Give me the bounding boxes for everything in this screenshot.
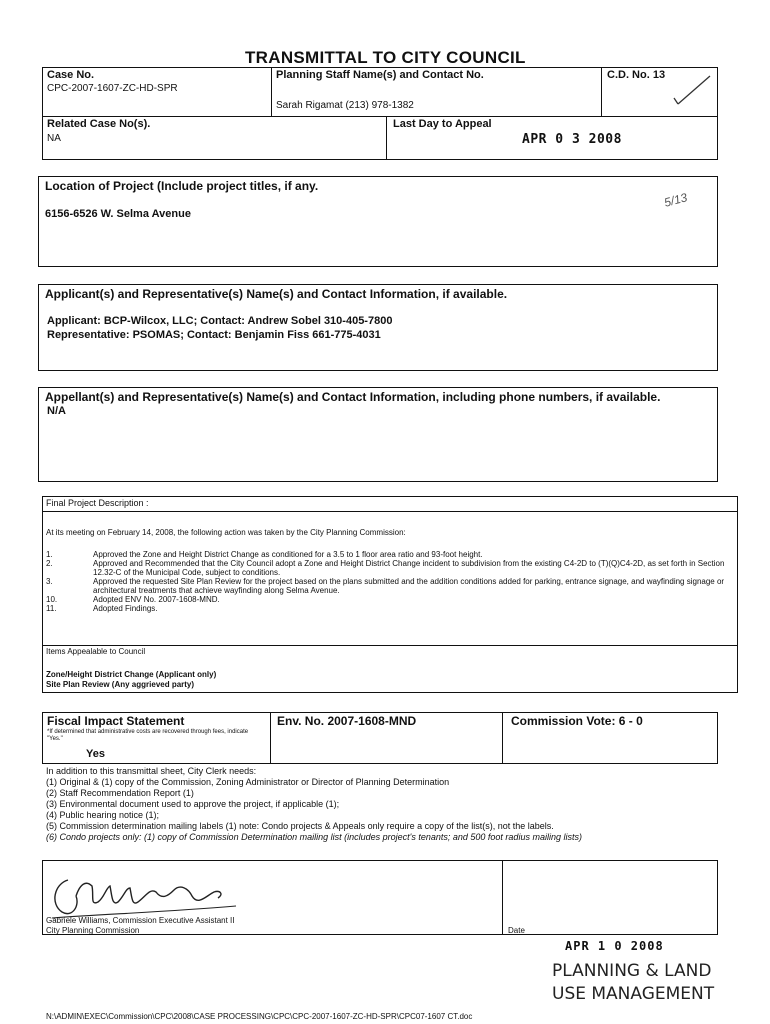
appealable-label: Items Appealable to Council (46, 647, 146, 656)
staff-label: Planning Staff Name(s) and Contact No. (276, 69, 484, 81)
clerk-needs (46, 766, 582, 843)
env-no: Env. No. 2007-1608-MND (277, 714, 417, 728)
received-stamp-line1: PLANNING & LAND (552, 961, 712, 981)
action-item: 2. Approved and Recommended that the City Council adopt a Zone and Height District Change incident to subdivision from the existing C4-2D to (T)(Q)C4-2D, as set forth in Section 12.32-C of the Municipal Code, subject to conditions. (46, 559, 725, 577)
clerk-item: (4) Public hearing notice (1); (46, 810, 160, 820)
appealable-item: Site Plan Review (Any aggrieved party) (46, 680, 195, 689)
commission-vote: Commission Vote: 6 - 0 (511, 714, 643, 728)
location-value: 6156-6526 W. Selma Avenue (45, 208, 191, 220)
clerk-item: (5) Commission determination mailing labels (1) note: Condo projects & Appeals only require a copy of the list(s), not the labels. (46, 821, 554, 831)
date-label: Date (508, 926, 525, 935)
fiscal-label: Fiscal Impact Statement (47, 714, 185, 728)
action-item: 1. Approved the Zone and Height District Change as conditioned for a 3.5 to 1 floor area ratio and 93-foot height. (46, 550, 483, 559)
appeal-label: Last Day to Appeal (393, 118, 492, 130)
location-label: Location of Project (Include project titles, if any. (45, 179, 319, 193)
fiscal-note: *If determined that administrative costs are recovered through fees, indicate "Yes." (47, 729, 249, 742)
action-item: 11. Adopted Findings. (46, 604, 158, 613)
applicant-line: Applicant: BCP-Wilcox, LLC; Contact: Andrew Sobel 310-405-7800 (47, 315, 393, 327)
fiscal-value: Yes (86, 748, 105, 760)
action-item: 10. Adopted ENV No. 2007-1608-MND. (46, 595, 220, 604)
related-value: NA (47, 133, 61, 144)
case-no-label: Case No. (47, 69, 95, 81)
clerk-intro: In addition to this transmittal sheet, City Clerk needs: (46, 766, 257, 776)
staff-value: Sarah Rigamat (213) 978-1382 (276, 100, 414, 111)
signature-image (46, 866, 246, 922)
related-label: Related Case No(s). (47, 118, 151, 130)
case-no-value: CPC-2007-1607-ZC-HD-SPR (47, 83, 178, 94)
appealable-item: Zone/Height District Change (Applicant only) (46, 670, 217, 679)
footer-file-path: N:\ADMIN\EXEC\Commission\CPC\2008\CASE PROCESSING\CPC\CPC-2007-1607-ZC-HD-SPR\CPC07-1607 CT.doc (46, 1012, 473, 1021)
received-stamp-line2: USE MANAGEMENT (552, 984, 715, 1004)
action-item: 3. Approved the requested Site Plan Review for the project based on the plans submitted and the addition conditions added for parking, entrance signage, and wayfinding signage or architectural treatments that achieve wayfinding along Selma Avenue. (46, 577, 725, 595)
appealable-list (46, 670, 216, 690)
final-description-intro: At its meeting on February 14, 2008, the following action was taken by the City Planning Commission: (46, 528, 406, 537)
handwritten-note: 5/13 (662, 190, 689, 210)
applicant-label: Applicant(s) and Representative(s) Name(s) and Contact Information, if available. (45, 287, 508, 301)
signer-org: City Planning Commission (46, 926, 140, 935)
appellant-value: N/A (47, 405, 66, 417)
representative-line: Representative: PSOMAS; Contact: Benjamin Fiss 661-775-4031 (47, 329, 381, 341)
checkmark-icon (670, 72, 714, 112)
signer-name: Gabriele Williams, Commission Executive Assistant II (46, 916, 235, 925)
cd-label: C.D. No. 13 (607, 69, 666, 81)
appeal-date-stamp: APR 0 3 2008 (522, 132, 622, 147)
action-list (46, 550, 732, 613)
appellant-label: Appellant(s) and Representative(s) Name(s) and Contact Information, including phone numbers, if available. (45, 390, 661, 404)
clerk-item: (2) Staff Recommendation Report (1) (46, 788, 194, 798)
clerk-item: (1) Original & (1) copy of the Commission, Zoning Administrator or Director of Planning Determination (46, 777, 450, 787)
page-title: TRANSMITTAL TO CITY COUNCIL (245, 48, 526, 67)
final-description-label: Final Project Description : (46, 498, 149, 508)
clerk-item: (6) Condo projects only: (1) copy of Commission Determination mailing list (includes project's tenants; and 500 foot radius mailing lists) (46, 832, 582, 842)
clerk-item: (3) Environmental document used to approve the project, if applicable (1); (46, 799, 340, 809)
received-date-stamp: APR 1 0 2008 (565, 939, 664, 953)
